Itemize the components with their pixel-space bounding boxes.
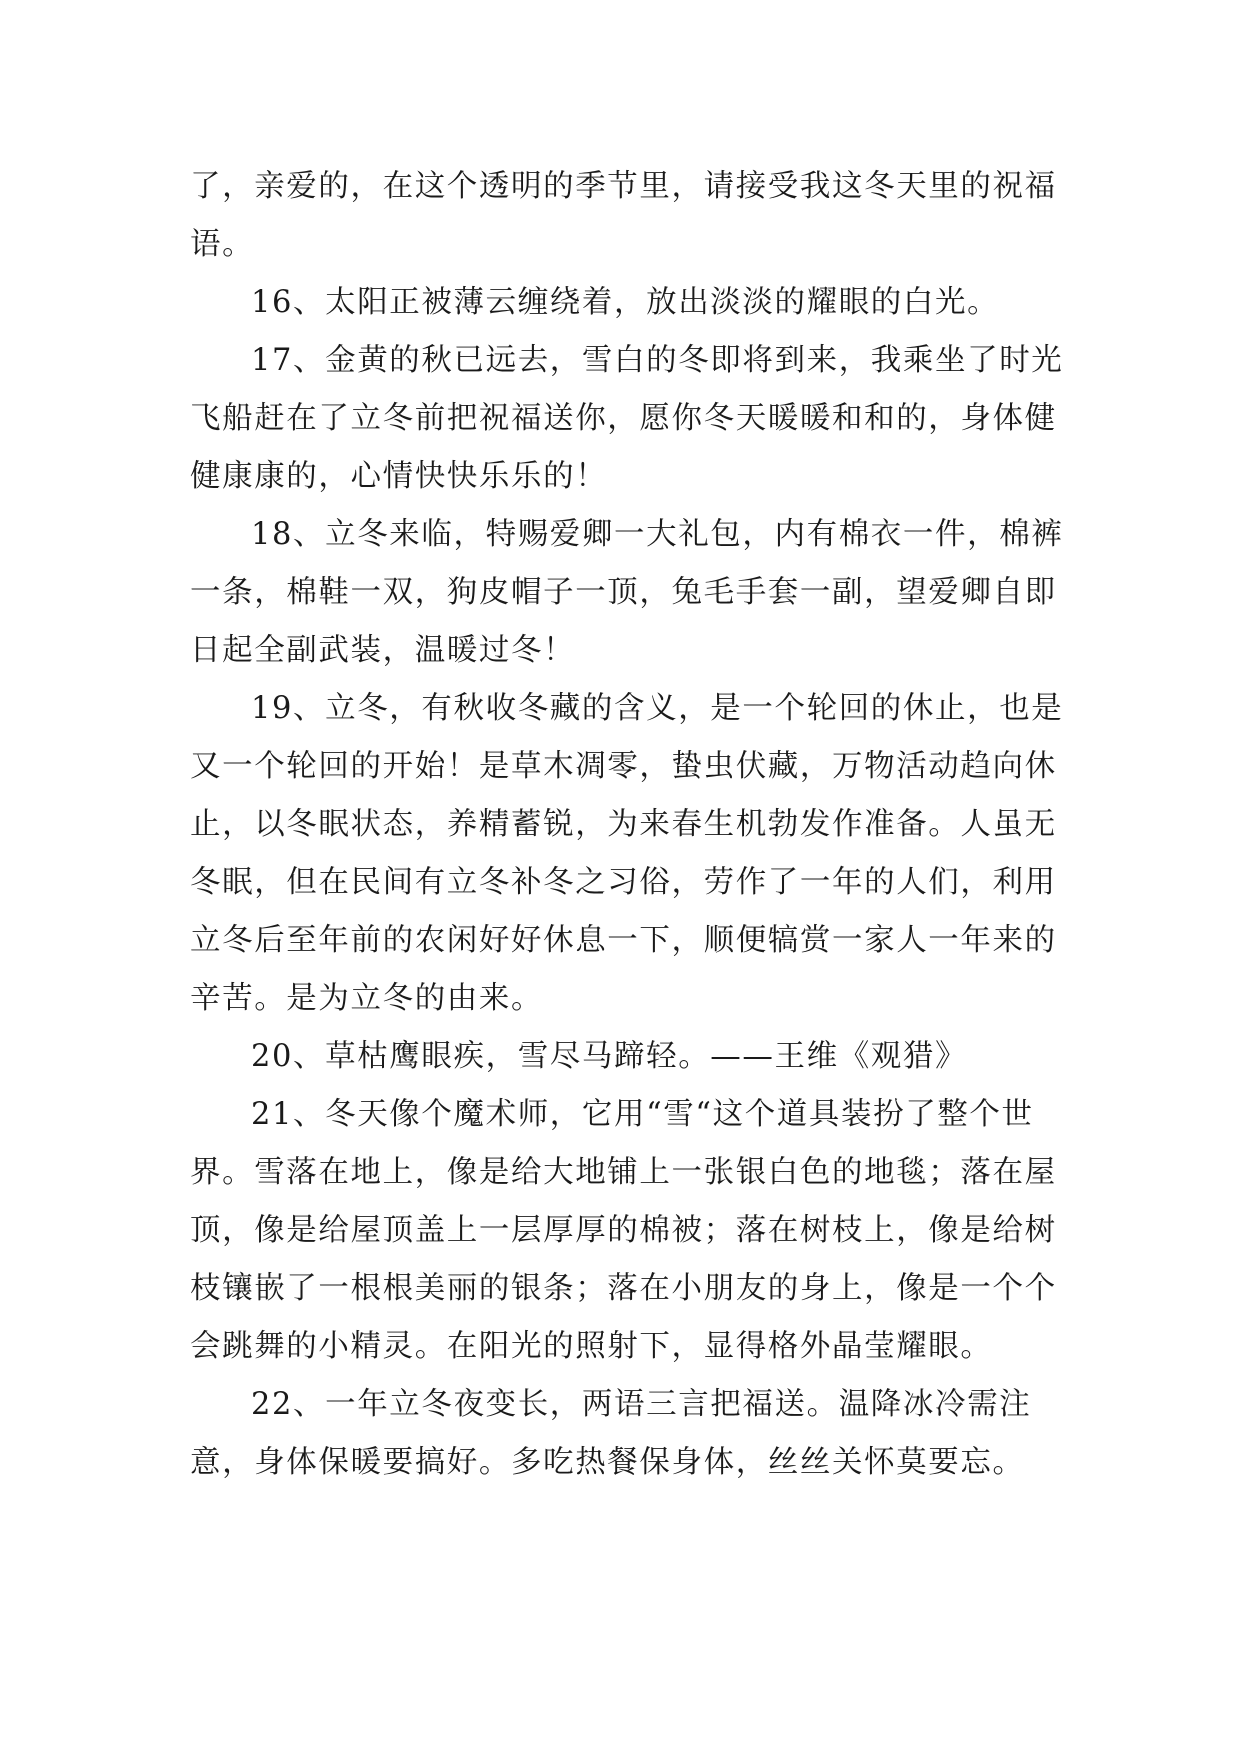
paragraph-20: 20、草枯鹰眼疾，雪尽马蹄轻。——王维《观猎》 [251,1039,968,1074]
paragraph-21: 21、冬天像个魔术师，它用“雪“这个道具装扮了整个世界。雪落在地上，像是给大地铺上一张银白色的地毯；落在屋顶，像是给屋顶盖上一层厚厚的棉被；落在树枝上，像是给树枝镶嵌了一根根美丽的银条；落在小朋友的身上，像是一个个会跳舞的小精灵。在阳光的照射下，显得格外晶莹耀眼。 [190,1097,1057,1364]
paragraph-22: 22、一年立冬夜变长，两语三言把福送。温降冰冷需注意，身体保暖要搞好。多吃热餐保身体，丝丝关怀莫要忘。 [190,1387,1032,1480]
paragraph-18: 18、立冬来临，特赐爱卿一大礼包，内有棉衣一件，棉裤一条，棉鞋一双，狗皮帽子一顶，兔毛手套一副，望爱卿自即日起全副武装，温暖过冬！ [190,517,1064,668]
paragraph-17: 17、金黄的秋已远去，雪白的冬即将到来，我乘坐了时光飞船赶在了立冬前把祝福送你，愿你冬天暖暖和和的，身体健健康康的，心情快快乐乐的！ [190,343,1064,494]
paragraph-continuation: 了，亲爱的，在这个透明的季节里，请接受我这冬天里的祝福语。 [190,169,1057,262]
paragraph-19: 19、立冬，有秋收冬藏的含义，是一个轮回的休止，也是又一个轮回的开始！是草木凋零，蛰虫伏藏，万物活动趋向休止，以冬眠状态，养精蓄锐，为来春生机勃发作准备。人虽无冬眠，但在民间有立冬补冬之习俗，劳作了一年的人们，利用立冬后至年前的农闲好好休息一下，顺便犒赏一家人一年来的辛苦。是为立冬的由来。 [190,691,1064,1016]
document-body [190,158,1065,1492]
paragraph-16: 16、太阳正被薄云缠绕着，放出淡淡的耀眼的白光。 [251,285,1000,320]
